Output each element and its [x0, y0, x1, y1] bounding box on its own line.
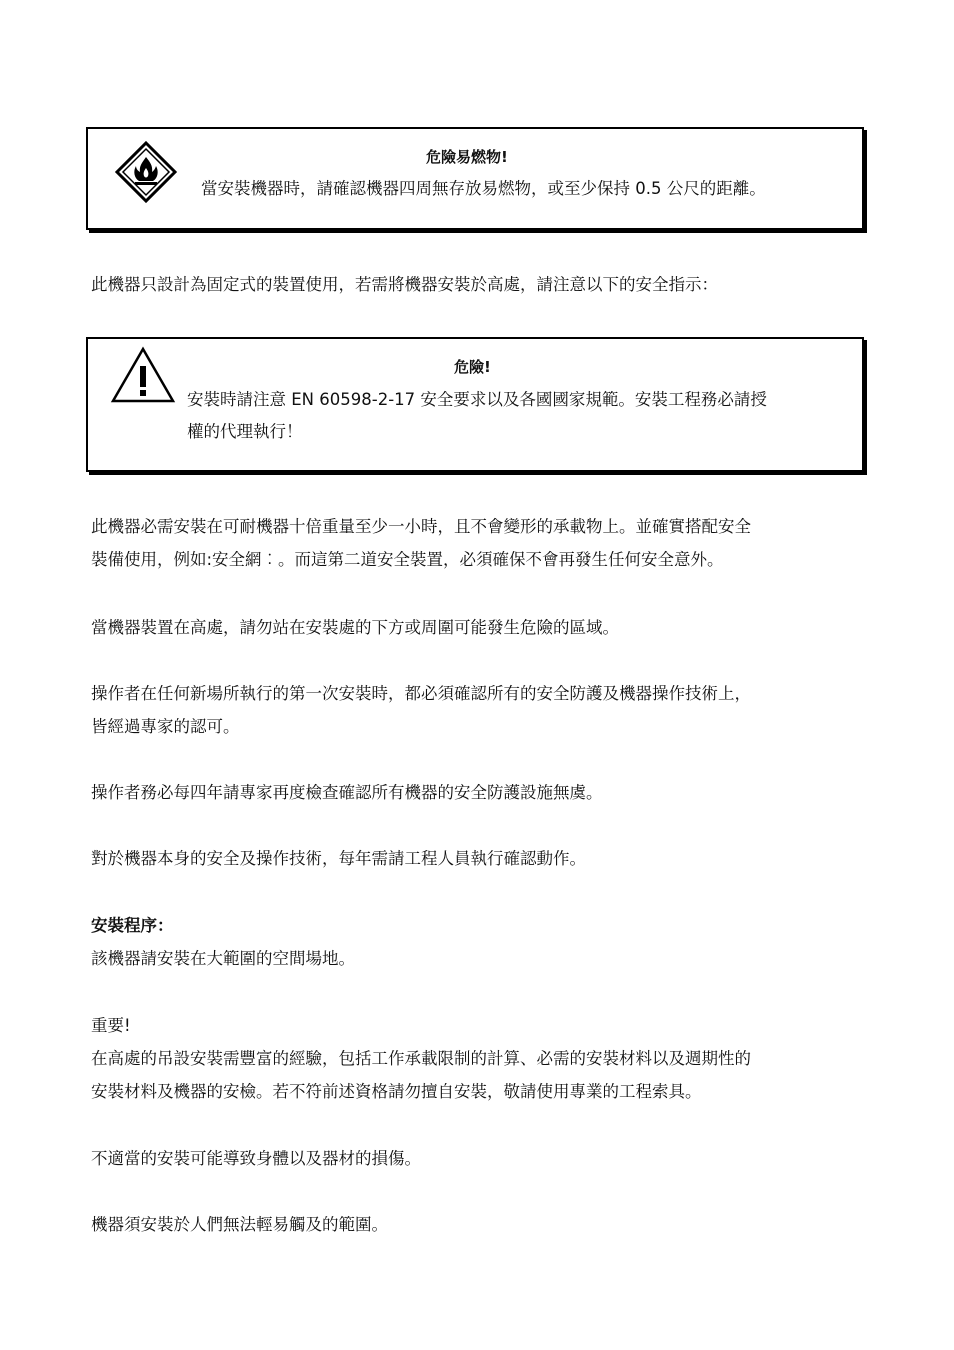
paragraph-line: 操作者在任何新場所執行的第一次安裝時，都必須確認所有的安全防護及機器操作技術上， [91, 684, 751, 703]
paragraph-line: 此機器必需安裝在可耐機器十倍重量至少一小時，且不會變形的承載物上。並確實搭配安全 [91, 517, 751, 536]
danger-warning-title: 危險! [454, 358, 491, 376]
flammable-warning-text: 當安裝機器時，請確認機器四周無存放易燃物，或至少保持 0.5 公尺的距離。 [201, 179, 766, 198]
paragraph-line: 裝備使用，例如:安全網︰。而這第二道安全裝置，必須確保不會再發生任何安全意外。 [91, 550, 724, 569]
important-line: 安裝材料及機器的安檢。若不符前述資格請勿擅自安裝，敬請使用專業的工程索具。 [91, 1082, 702, 1101]
warning-triangle-icon [110, 346, 176, 408]
paragraph-first-install [91, 677, 751, 743]
closing-injury-paragraph: 不適當的安裝可能導致身體以及器材的損傷。 [91, 1149, 421, 1168]
flammable-warning-title: 危險易燃物! [426, 148, 508, 166]
flammable-diamond-icon [115, 141, 177, 207]
important-line: 在高處的吊設安裝需豐富的經驗，包括工作承載限制的計算、必需的安裝材料以及週期性的 [91, 1049, 751, 1068]
paragraph-stand-clear: 當機器裝置在高處，請勿站在安裝處的下方或周圍可能發生危險的區域。 [91, 618, 619, 637]
important-label: 重要! [91, 1016, 131, 1035]
important-section [91, 1009, 751, 1108]
paragraph-load-bearing [91, 510, 751, 576]
paragraph-four-year-check: 操作者務必每四年請專家再度檢查確認所有機器的安全防護設施無虞。 [91, 783, 603, 802]
intro-paragraph: 此機器只設計為固定式的裝置使用，若需將機器安裝於高處，請注意以下的安全指示： [91, 275, 718, 294]
installation-text: 該機器請安裝在大範圍的空間場地。 [91, 949, 355, 968]
danger-warning-text [187, 384, 767, 448]
danger-warning-box [86, 337, 864, 472]
closing-reach-paragraph: 機器須安裝於人們無法輕易觸及的範圍。 [91, 1215, 388, 1234]
flammable-warning-box [86, 127, 864, 230]
danger-warning-line: 安裝時請注意 EN 60598-2-17 安全要求以及各國國家規範。安裝工程務必請授 [187, 390, 767, 409]
installation-heading: 安裝程序： [91, 916, 174, 935]
paragraph-annual-check: 對於機器本身的安全及操作技術，每年需請工程人員執行確認動作。 [91, 849, 586, 868]
paragraph-line: 皆經過專家的認可。 [91, 717, 240, 736]
danger-warning-line: 權的代理執行！ [187, 422, 303, 441]
installation-section [91, 909, 355, 975]
